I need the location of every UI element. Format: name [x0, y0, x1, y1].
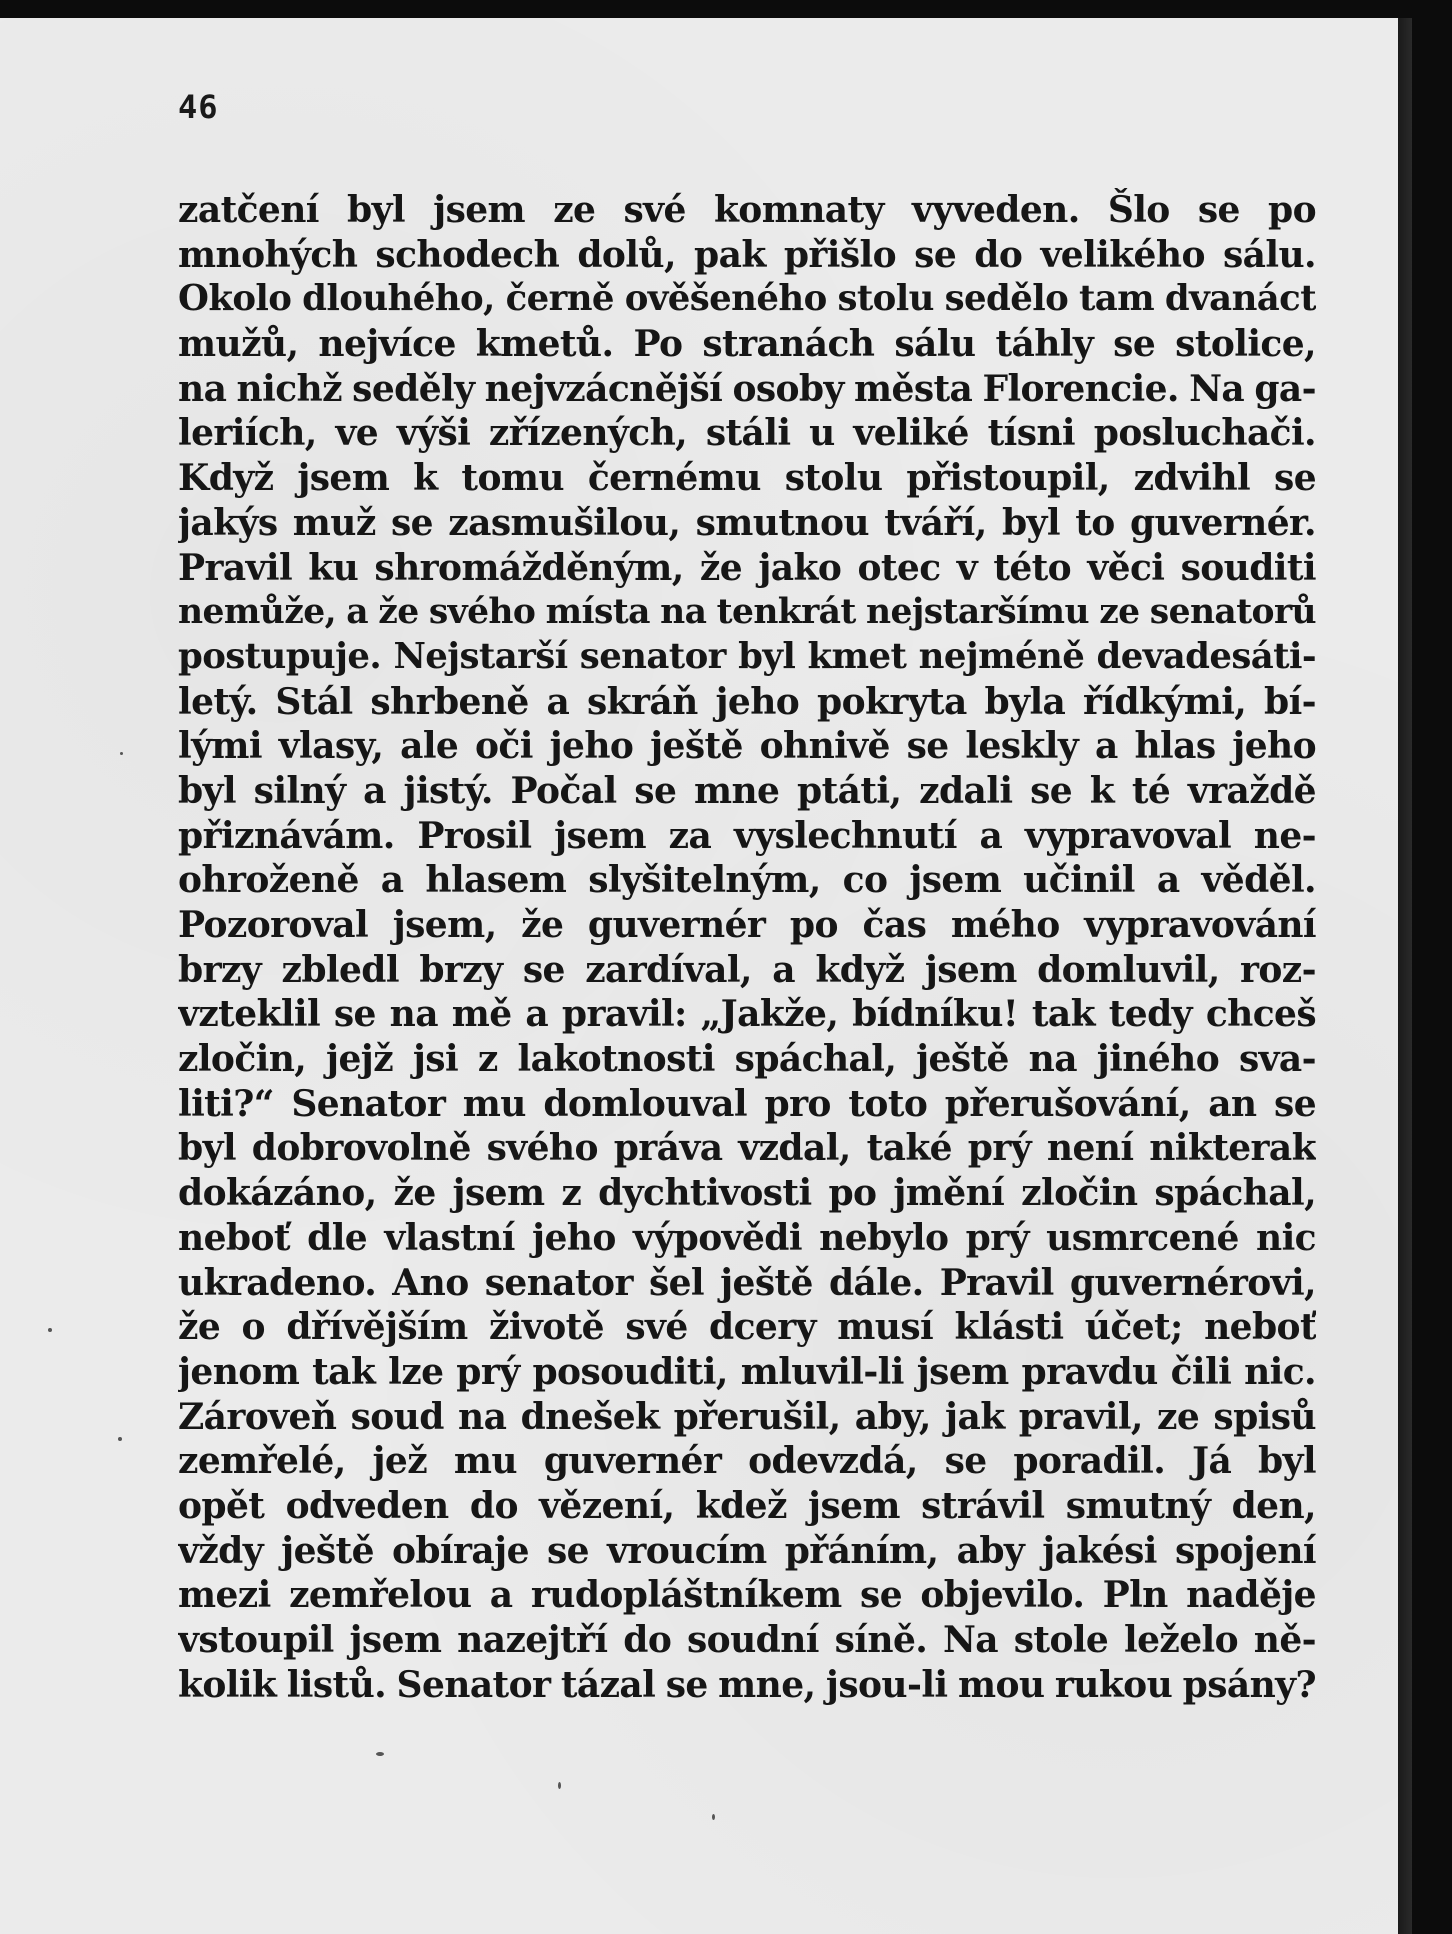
text-line: Pozoroval jsem, že guvernér po čas mého vypravování: [178, 904, 1316, 946]
text-line: liti?“ Senator mu domlouval pro toto přerušování, an se: [178, 1082, 1316, 1125]
text-line: přiznávám. Prosil jsem za vyslechnutí a vypravoval ne-: [178, 814, 1316, 857]
text-line: mužů, nejvíce kmetů. Po stranách sálu táhly se stolice,: [178, 323, 1316, 366]
scan-speck: [120, 752, 123, 755]
text-line: mnohých schodech dolů, pak přišlo se do velikého sálu.: [178, 233, 1316, 276]
text-line: brzy zbledl brzy se zardíval, a když jsem domluvil, roz-: [178, 948, 1316, 991]
text-line: leriích, ve výši zřízených, stáli u veliké tísni posluchači.: [178, 412, 1316, 455]
text-line: ukradeno. Ano senator šel ještě dále. Pravil guvernérovi,: [178, 1261, 1316, 1304]
text-line: letý. Stál shrbeně a skráň jeho pokryta byla řídkými, bí-: [178, 680, 1316, 723]
scan-speck: [558, 1782, 561, 1789]
text-line: nemůže, a že svého místa na tenkrát nejstaršímu ze senatorů: [178, 592, 1316, 633]
scan-speck: [118, 1437, 122, 1441]
page-edge-shadow: [1398, 18, 1412, 1934]
text-line: na nichž seděly nejvzácnější osoby města Florencie. Na ga-: [178, 367, 1316, 410]
text-line: opět odveden do vězení, kdež jsem strávil smutný den,: [178, 1484, 1316, 1527]
text-line: jenom tak lze prý posouditi, mluvil-li jsem pravdu čili nic.: [178, 1350, 1316, 1393]
text-line: byl silný a jistý. Počal se mne ptáti, zdali se k té vraždě: [178, 769, 1316, 812]
page-number: 46: [178, 88, 219, 126]
text-line: neboť dle vlastní jeho výpovědi nebylo prý usmrcené nic: [178, 1216, 1316, 1259]
text-line: zatčení byl jsem ze své komnaty vyveden. Šlo se po: [178, 189, 1316, 231]
text-line: vstoupil jsem nazejtří do soudní síně. Na stole leželo ně-: [178, 1619, 1316, 1661]
text-line: Když jsem k tomu černému stolu přistoupil, zdvihl se: [178, 457, 1316, 500]
text-line: lými vlasy, ale oči jeho ještě ohnivě se leskly a hlas jeho: [178, 725, 1316, 768]
scan-speck: [48, 1328, 52, 1332]
text-line: Pravil ku shromážděným, že jako otec v této věci souditi: [178, 546, 1316, 589]
text-line: ohroženě a hlasem slyšitelným, co jsem učinil a věděl.: [178, 859, 1316, 902]
text-line: zločin, jejž jsi z lakotnosti spáchal, ještě na jiného sva-: [178, 1038, 1316, 1081]
text-line: vždy ještě obíraje se vroucím přáním, aby jakési spojení: [178, 1529, 1316, 1572]
text-line: jakýs muž se zasmušilou, smutnou tváří, byl to guvernér.: [178, 501, 1316, 544]
text-line: dokázáno, že jsem z dychtivosti po jmění zločin spáchal,: [178, 1172, 1316, 1215]
text-line: mezi zemřelou a rudopláštníkem se objevilo. Pln naděje: [178, 1574, 1316, 1617]
text-line: Okolo dlouhého, černě ověšeného stolu sedělo tam dvanáct: [178, 278, 1316, 320]
scan-speck: [376, 1752, 384, 1756]
text-line: že o dřívějším životě své dcery musí klásti účet; neboť: [178, 1306, 1316, 1349]
body-text: [178, 188, 1316, 1707]
text-line: kolik listů. Senator tázal se mne, jsou-li mou rukou psány?: [178, 1663, 1316, 1706]
text-line: zemřelé, jež mu guvernér odevzdá, se poradil. Já byl: [178, 1440, 1316, 1483]
text-line: Zároveň soud na dnešek přerušil, aby, jak pravil, ze spisů: [178, 1395, 1316, 1438]
text-line: postupuje. Nejstarší senator byl kmet nejméně devadesáti-: [178, 635, 1316, 677]
scan-speck: [712, 1814, 715, 1820]
text-line: byl dobrovolně svého práva vzdal, také prý není nikterak: [178, 1127, 1316, 1170]
text-line: vzteklil se na mě a pravil: „Jakže, bídníku! tak tedy chceš: [178, 993, 1316, 1036]
